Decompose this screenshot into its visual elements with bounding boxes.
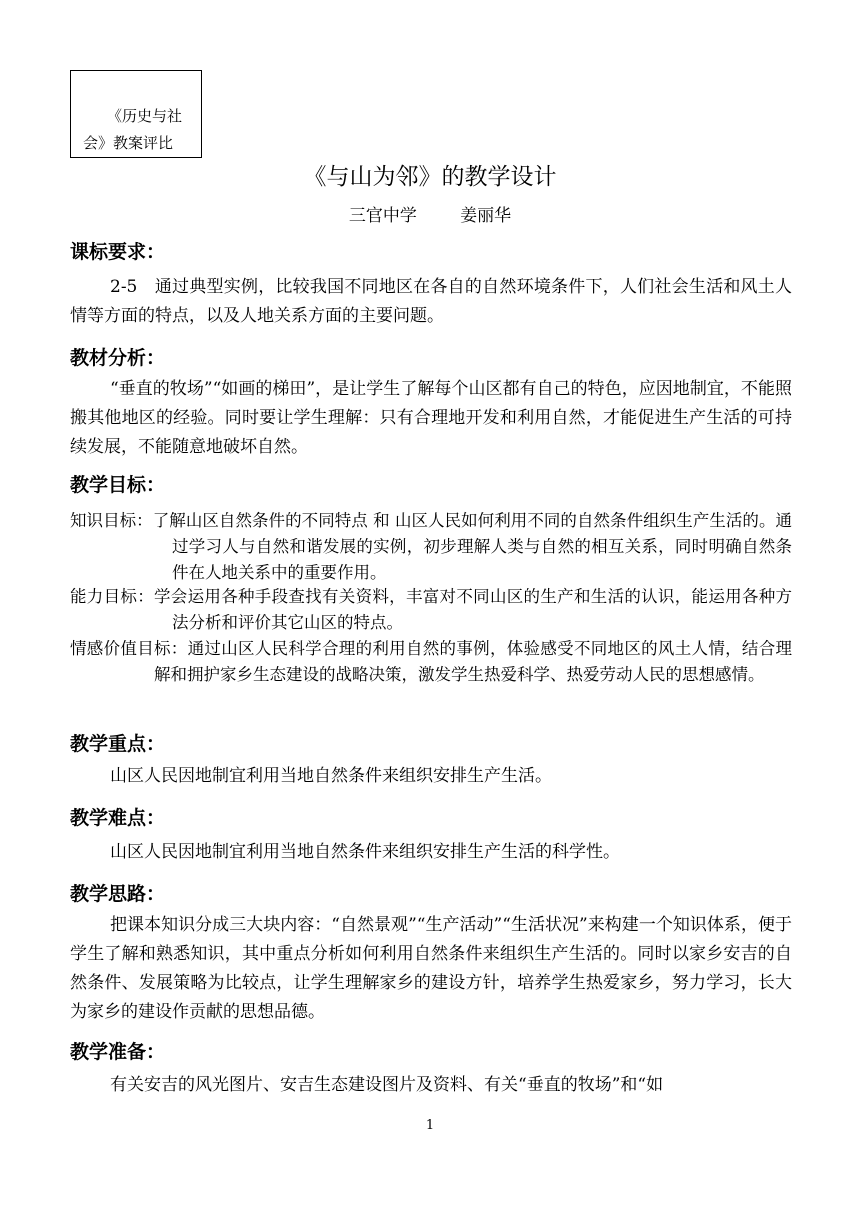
page-number: 1 <box>425 1118 435 1133</box>
category-tag-box <box>70 70 202 158</box>
heading-approach: 教学思路： <box>70 883 166 905</box>
category-tag-line1: 《历史与社 <box>107 107 183 125</box>
goal-ability-label: 能力目标： <box>70 587 154 606</box>
heading-key-point: 教学重点： <box>70 733 166 755</box>
goal-knowledge <box>70 508 792 586</box>
heading-preparation: 教学准备： <box>70 1041 166 1063</box>
paragraph-analysis: “垂直的牧场”“如画的梯田”，是让学生了解每个山区都有自己的特色，应因地制宜，不能照搬其他地区的经验。同时要让学生理解：只有合理地开发和利用自然，才能促进生产生活的可持续发展，不能随意地破坏自然。 <box>70 379 792 457</box>
goal-ability-text: 学会运用各种手段查找有关资料，丰富对不同山区的生产和生活的认识，能运用各种方法分析和评价其它山区的特点。 <box>154 587 793 632</box>
goal-emotion-label: 情感价值目标： <box>70 639 188 658</box>
heading-goals: 教学目标： <box>70 474 166 496</box>
document-title: 《与山为邻》的教学设计 <box>303 164 557 190</box>
goal-ability <box>70 584 792 636</box>
heading-analysis: 教材分析： <box>70 347 166 369</box>
heading-difficulty: 教学难点： <box>70 807 166 829</box>
paragraph-preparation: 有关安吉的风光图片、安吉生态建设图片及资料、有关“垂直的牧场”和“如 <box>110 1075 664 1095</box>
paragraph-difficulty: 山区人民因地制宜利用当地自然条件来组织安排生产生活的科学性。 <box>110 842 620 862</box>
paragraph-approach: 把课本知识分成三大块内容：“自然景观”“生产活动”“生活状况”来构建一个知识体系，便于学生了解和熟悉知识，其中重点分析如何利用自然条件来组织生产生活的。同时以家乡安吉的自然条件、发展策略为比较点，让学生理解家乡的建设方针，培养学生热爱家乡，努力学习，长大为家乡的建设作贡献的思想品德。 <box>70 915 792 1022</box>
paragraph-standard: 2-5 通过典型实例，比较我国不同地区在各自的自然环境条件下，人们社会生活和风土人情等方面的特点，以及人地关系方面的主要问题。 <box>70 277 792 326</box>
author-byline: 三官中学 姜丽华 <box>348 206 512 226</box>
category-tag-line2: 会》教案评比 <box>83 134 174 152</box>
goal-emotion-text: 通过山区人民科学合理的利用自然的事例，体验感受不同地区的风土人情，结合理解和拥护家乡生态建设的战略决策，激发学生热爱科学、热爱劳动人民的思想感情。 <box>154 639 793 684</box>
heading-standard: 课标要求： <box>70 241 166 263</box>
goal-knowledge-text: 了解山区自然条件的不同特点 和 山区人民如何利用不同的自然条件组织生产生活的。通过学习人与自然和谐发展的实例，初步理解人类与自然的相互关系，同时明确自然条件在人地关系中的重要作用。 <box>152 511 792 582</box>
paragraph-key-point: 山区人民因地制宜利用当地自然条件来组织安排生产生活。 <box>110 766 552 786</box>
goal-emotion <box>70 636 792 688</box>
goal-knowledge-label: 知识目标： <box>70 511 153 530</box>
